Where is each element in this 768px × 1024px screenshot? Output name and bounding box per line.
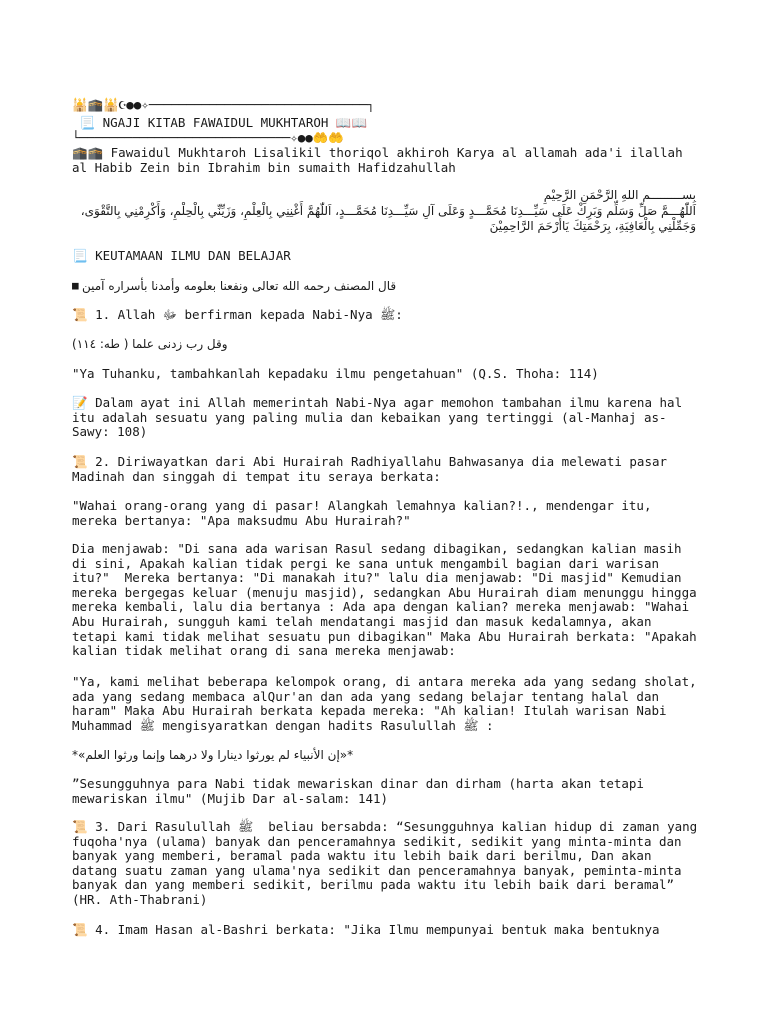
point-1: 📜 1. Allah ﷻ berfirman kepada Nabi-Nya ﷺ: — [72, 307, 403, 322]
hadith-arabic: *«إن الأنبياء لم يورثوا دينارا ولا درهما وإنما ورثوا العلم»* — [72, 748, 354, 762]
point-3: 📜 3. Dari Rasulullah ﷺ beliau bersabda: “Sesungguhnya kalian hidup di zaman yang fuqoha'nya (ulama) banyak dan penceramahnya sedikit, sedikit yang minta-minta dan banyak yang memberi, beramal pada waktu itu lebih baik dari berilmu, Dan akan datang suatu zaman yang ulama'nya sedikit dan penceramahnya banyak, peminta-minta banyak dan yang memberi sedikit, berilmu pada waktu itu lebih baik dari beramal” (HR. Ath-Thabrani) — [72, 819, 705, 907]
square-bullet-icon: ■ — [72, 279, 79, 292]
header-border-bottom: └────────────────────────────✧●●🤲🤲 — [72, 130, 344, 145]
basmalah: بِســـــــــم اللهِ الرَّحْمَنِ الرَّحِيْمِ — [543, 188, 696, 202]
header-border-top: 🕌🕋🕌☪●●✧─────────────────────────────┐ — [72, 97, 375, 112]
point-2-reply: "Ya, kami melihat beberapa kelompok orang, di antara mereka ada yang sedang sholat, ada yang sedang membaca alQur'an dan ada yang sedang belajar tentang halal dan haram" Maka Abu Hurairah berkata kepada mereka: "Ah kalian! Itulah warisan Nabi Muhammad ﷺ mengisyaratkan dengan hadits Rasulullah ﷺ : — [72, 674, 705, 733]
point-2-quote: "Wahai orang-orang yang di pasar! Alangkah lemahnya kalian?!., mendengar itu, mereka bertanya: "Apa maksudmu Abu Hurairah?" — [72, 498, 660, 528]
ayah-arabic: وقل رب زدنى علما ( طه: ١١٤) — [72, 337, 228, 351]
section-title: 📃 KEUTAMAAN ILMU DAN BELAJAR — [72, 248, 291, 263]
qala-arabic: قال المصنف رحمه الله تعالى ونفعنا بعلومه وأمدنا بأسراره آمين — [82, 279, 397, 293]
point-2: 📜 2. Diriwayatkan dari Abi Hurairah Radhiyallahu Bahwasanya dia melewati pasar Madinah dan singgah di tempat itu seraya berkata: — [72, 454, 675, 484]
point-2-answer: Dia menjawab: "Di sana ada warisan Rasul sedang dibagikan, sedangkan kalian masih di sini, Apakah kalian tidak pergi ke sana untuk mengambil bagian dari warisan itu?" Mereka bertanya: "Di manakah itu?" lalu dia menjawab: "Di masjid" Kemudian mereka bergegas keluar (menuju masjid), sedangkan Abu Hurairah diam menunggu hingga mereka kembali, lalu dia bertanya : Ada apa dengan kalian? mereka menjawab: "Wahai Abu Hurairah, sungguh kami telah mendatangi masjid dan masuk kedalamnya, akan tetapi kami tidak melihat sesuatu pun dibagikan" Maka Abu Hurairah berkata: "Apakah kalian tidak melihat orang di sana mereka menjawab: — [72, 541, 705, 659]
document-title: 📃 NGAJI KITAB FAWAIDUL MUKHTAROH 📖📖 — [72, 115, 368, 130]
qala-line — [72, 279, 698, 295]
ayah-translation: "Ya Tuhanku, tambahkanlah kepadaku ilmu pengetahuan" (Q.S. Thoha: 114) — [72, 366, 599, 381]
doa-arabic: اَللّٰهُـــمَّ صَلِّ وَسَلِّم وَبَرِكْ عَلَى سَيِّـــدِنَا مُحَمَّـــدٍ وَعَلَى آلِ سَيِّـــدِنَا مُحَمَّـــدٍ، اَللّٰهُمَّ أَغْنِنِي بِالْعِلْمِ، وَزَيِّنِّي بِالْحِلْمِ، وَأَكْرِمْنِي بِالتَّقْوَى، وَجَمِّلْنِي بِالْعَافِيَةِ، بِرَحْمَتِكَ يَاأَرْحَمَ الرَّاحِمِيْنَ — [80, 204, 696, 233]
hadith-translation: ”Sesungguhnya para Nabi tidak mewariskan dinar dan dirham (harta akan tetapi mewariskan ilmu" (Mujib Dar al-salam: 141) — [72, 776, 652, 806]
intro-paragraph: 🕋🕋 Fawaidul Mukhtaroh Lisalikil thoriqol akhiroh Karya al allamah ada'i ilallah al Habib Zein bin Ibrahim bin sumaith Hafidzahullah — [72, 145, 691, 175]
point-1-note: 📝 Dalam ayat ini Allah memerintah Nabi-Nya agar memohon tambahan ilmu karena hal itu adalah sesuatu yang paling mulia dan kebaikan yang tertinggi (al-Manhaj as-Sawy: 108) — [72, 395, 690, 440]
point-4: 📜 4. Imam Hasan al-Bashri berkata: "Jika Ilmu mempunyai bentuk maka bentuknya — [72, 922, 660, 937]
